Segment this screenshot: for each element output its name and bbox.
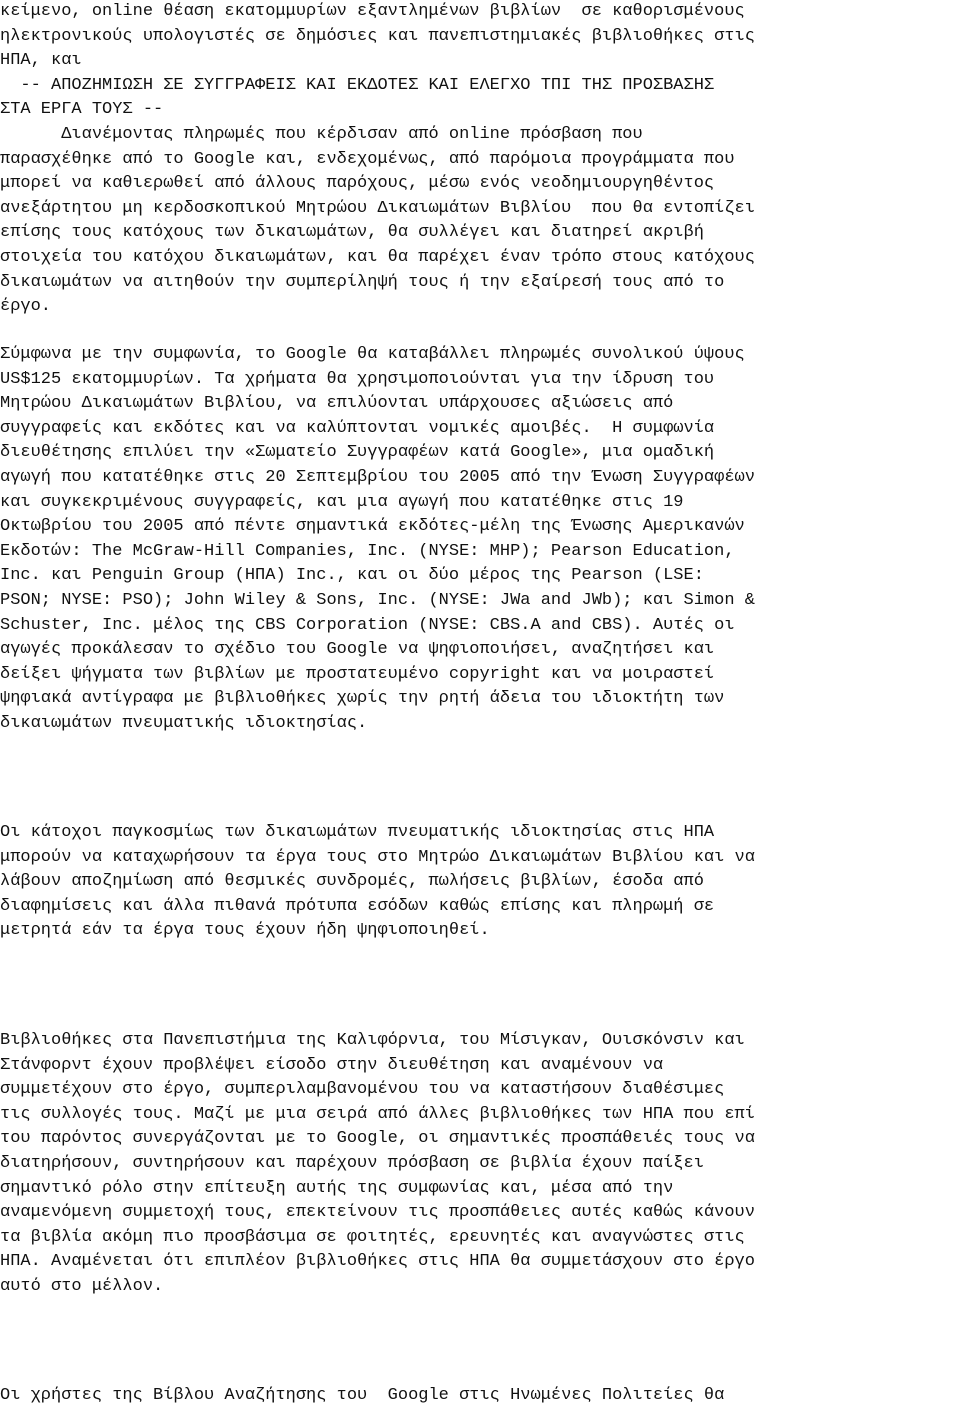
- text-line: Εκδοτών: The McGraw-Hill Companies, Inc. (NYSE: MHP); Pearson Education,: [0, 541, 735, 561]
- text-line: αγωγές προκάλεσαν το σχέδιο του Google να ψηφιοποιήσει, αναζητήσει και: [0, 640, 715, 660]
- text-line: λάβουν αποζημίωση από θεσμικές συνδρομές, πωλήσεις βιβλίων, έσοδα από: [0, 872, 704, 892]
- text-line: αγωγή που κατατέθηκε στις 20 Σεπτεμβρίου του 2005 από την Ένωση Συγγραφέων: [0, 467, 755, 487]
- text-line: Οκτωβρίου του 2005 από πέντε σημαντικά εκδότες-μέλη της Ένωσης Αμερικανών: [0, 517, 745, 537]
- text-line: Σύμφωνα με την συμφωνία, το Google θα καταβάλλει πληρωμές συνολικού ύψους: [0, 345, 745, 364]
- text-line: Inc. και Penguin Group (ΗΠΑ) Inc., και οι δύο μέρος της Pearson (LSE:: [0, 566, 704, 586]
- text-line: τις συλλογές τους. Μαζί με μια σειρά από άλλες βιβλιοθήκες των ΗΠΑ που επί: [0, 1104, 755, 1124]
- text-line: του παρόντος συνεργάζονται με το Google, οι σημαντικές προσπάθειές τους να: [0, 1129, 755, 1149]
- paragraph-online-access: [0, 0, 755, 320]
- text-line: ΗΠΑ. Αναμένεται ότι επιπλέον βιβλιοθήκες στις ΗΠΑ θα συμμετάσχουν στο έργο: [0, 1252, 755, 1272]
- text-line: δείξει ψήγματα των βιβλίων με προστατευμένο copyright και να μοιραστεί: [0, 664, 715, 684]
- text-line: και συγκεκριμένους συγγραφείς, και μια αγωγή που κατατέθηκε στις 19: [0, 492, 684, 512]
- text-line: Οι χρήστες της Βίβλου Αναζήτησης του Google στις Ηνωμένες Πολιτείες θα: [0, 1386, 725, 1405]
- text-line: κείμενο, online θέαση εκατομμυρίων εξαντλημένων βιβλίων σε καθορισμένους: [0, 2, 745, 21]
- paragraph-settlement: [0, 343, 755, 737]
- text-line: Οι κάτοχοι παγκοσμίως των δικαιωμάτων πνευματικής ιδιοκτησίας στις ΗΠΑ: [0, 823, 715, 842]
- text-line: δικαιωμάτων να αιτηθούν την συμπερίληψή τους ή την εξαίρεσή τους από το: [0, 272, 725, 292]
- text-line: ηλεκτρονικούς υπολογιστές σε δημόσιες και πανεπιστημιακές βιβλιοθήκες στις: [0, 26, 755, 46]
- text-line: στοιχεία του κατόχου δικαιωμάτων, και θα παρέχει έναν τρόπο στους κατόχους: [0, 247, 755, 267]
- paragraph-rights-holders: [0, 821, 755, 944]
- text-line: έργο.: [0, 297, 52, 317]
- text-line: παρασχέθηκε από το Google και, ενδεχομένως, από παρόμοια προγράμματα που: [0, 149, 735, 169]
- text-line: επίσης τους κατόχους των δικαιωμάτων, θα συλλέγει και διατηρεί ακριβή: [0, 223, 704, 243]
- text-line: Schuster, Inc. μέλος της CBS Corporation (NYSE: CBS.A and CBS). Αυτές οι: [0, 615, 735, 635]
- text-line: Στάνφορντ έχουν προβλέψει είσοδο στην διευθέτηση και αναμένουν να: [0, 1055, 664, 1075]
- text-line: αυτό στο μέλλον.: [0, 1276, 164, 1296]
- text-line: ψηφιακά αντίγραφα με βιβλιοθήκες χωρίς την ρητή άδεια του ιδιοκτήτη των: [0, 689, 725, 709]
- text-line: σημαντικό ρόλο στην επίτευξη αυτής της συμφωνίας και, μέσα από την: [0, 1178, 674, 1198]
- paragraph-book-search-users: [0, 1384, 724, 1409]
- text-line: US$125 εκατομμυρίων. Τα χρήματα θα χρησιμοποιούνται για την ίδρυση του: [0, 369, 715, 389]
- text-line: Βιβλιοθήκες στα Πανεπιστήμια της Καλιφόρνια, του Μίσιγκαν, Ουισκόνσιν και: [0, 1031, 745, 1050]
- text-line: διατηρήσουν, συντηρήσουν και παρέχουν πρόσβαση σε βιβλία έχουν παίξει: [0, 1153, 704, 1173]
- text-line: διαφημίσεις και άλλα πιθανά πρότυπα εσόδων καθώς επίσης και πληρωμή σε: [0, 896, 715, 916]
- section-heading: -- ΑΠΟΖΗΜΙΩΣΗ ΣΕ ΣΥΓΓΡΑΦΕΙΣ ΚΑΙ ΕΚΔΟΤΕΣ ΚΑΙ ΕΛΕΓΧΟ ΤΠΙ ΤΗΣ ΠΡΟΣΒΑΣΗΣ: [0, 75, 715, 95]
- text-line: μπορούν να καταχωρήσουν τα έργα τους στο Μητρώο Δικαιωμάτων Βιβλίου και να: [0, 847, 755, 867]
- text-line: Μητρώου Δικαιωμάτων Βιβλίου, να επιλύονται υπάρχουσες αξιώσεις από: [0, 394, 674, 414]
- text-line: μπορεί να καθιερωθεί από άλλους παρόχους, μέσω ενός νεοδημιουργηθέντος: [0, 174, 715, 194]
- section-heading: ΣΤΑ ΕΡΓΑ ΤΟΥΣ --: [0, 100, 164, 120]
- text-line: Διανέμοντας πληρωμές που κέρδισαν από online πρόσβαση που: [0, 124, 643, 144]
- text-line: συμμετέχουν στο έργο, συμπεριλαμβανομένου του να καταστήσουν διαθέσιμες: [0, 1080, 725, 1100]
- text-line: αναμενόμενη συμμετοχή τους, επεκτείνουν τις προσπάθειες αυτές καθώς κάνουν: [0, 1203, 755, 1223]
- text-line: τα βιβλία ακόμη πιο προσβάσιμα σε φοιτητές, ερευνητές και αναγνώστες στις: [0, 1227, 745, 1247]
- text-line: διευθέτησης επιλύει την «Σωματείο Συγγραφέων κατά Google», μια ομαδική: [0, 443, 715, 463]
- text-line: δικαιωμάτων πνευματικής ιδιοκτησίας.: [0, 713, 368, 733]
- text-line: ΗΠΑ, και: [0, 51, 82, 71]
- text-line: μετρητά εάν τα έργα τους έχουν ήδη ψηφιοποιηθεί.: [0, 921, 490, 941]
- text-line: ανεξάρτητου μη κερδοσκοπικού Μητρώου Δικαιωμάτων Βιβλίου που θα εντοπίζει: [0, 198, 755, 218]
- text-line: συγγραφείς και εκδότες και να καλύπτονται νομικές αμοιβές. Η συμφωνία: [0, 418, 715, 438]
- text-line: PSON; NYSE: PSO); John Wiley & Sons, Inc. (NYSE: JWa and JWb); και Simon &: [0, 590, 755, 610]
- paragraph-libraries: [0, 1029, 755, 1300]
